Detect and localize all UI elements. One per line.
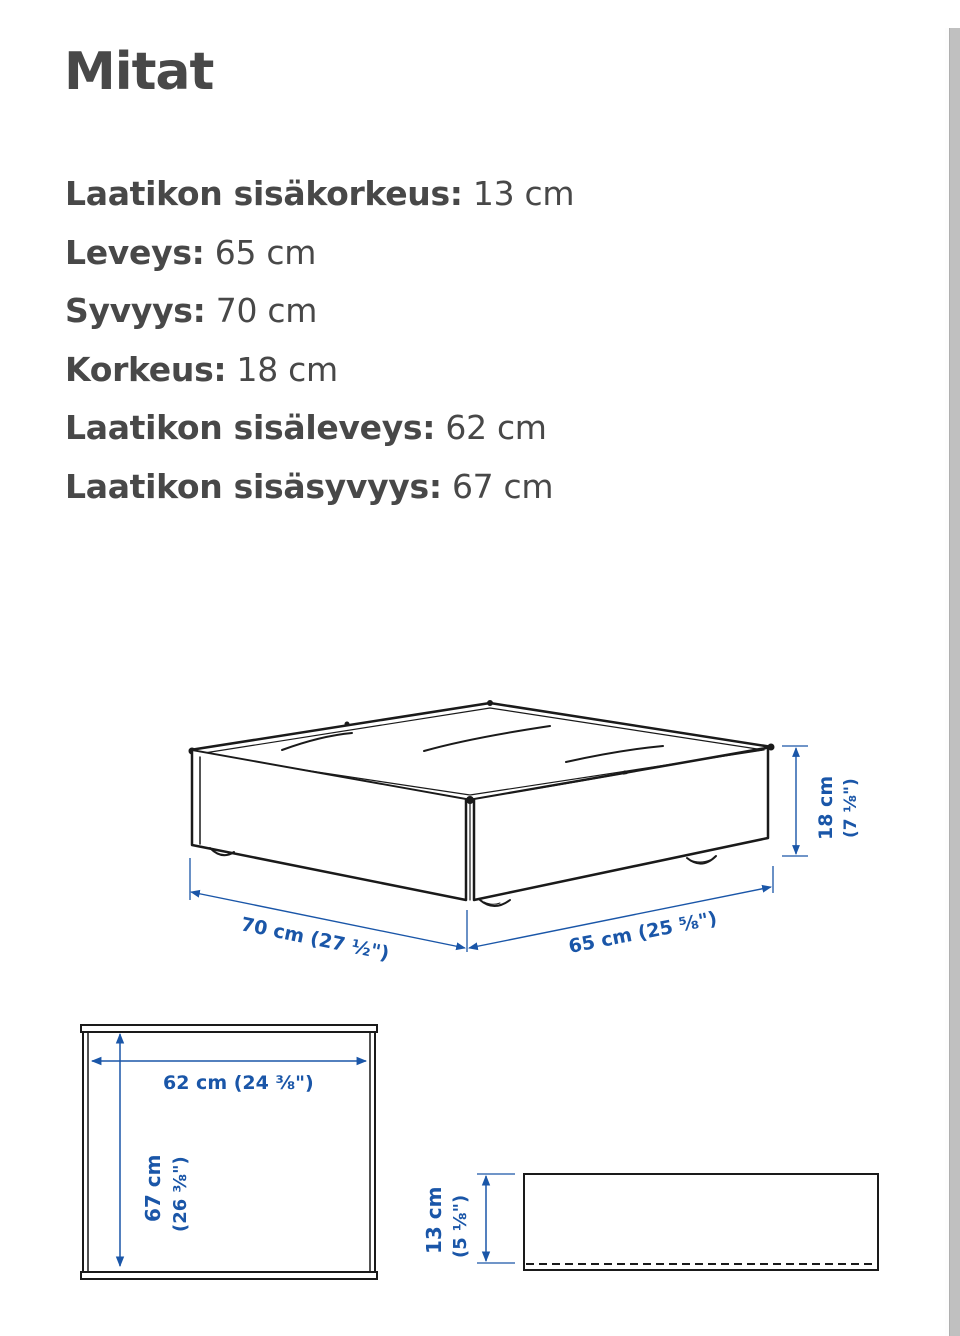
top-view-drawing <box>81 1025 377 1279</box>
spec-label: Laatikon sisäsyvyys: <box>65 466 442 506</box>
side-view-dimensions <box>477 1174 515 1263</box>
width-dimension-label: 65 cm (25 ⅝") <box>566 907 719 958</box>
scrollbar-thumb[interactable] <box>949 28 960 1336</box>
spec-label: Leveys: <box>65 232 205 272</box>
spec-label: Korkeus: <box>65 349 227 389</box>
spec-value: 70 cm <box>215 291 318 331</box>
height-dimension-label-in: (7 ⅛") <box>841 778 861 838</box>
page-title: Mitat <box>64 42 214 102</box>
spec-value: 13 cm <box>472 174 575 213</box>
top-view-dimensions <box>92 1034 366 1266</box>
inner-width-label: 62 cm (24 ⅜") <box>163 1072 314 1094</box>
depth-dimension-label: 70 cm (27 ½") <box>239 913 392 965</box>
spec-value: 62 cm <box>445 408 547 448</box>
inner-height-label-in: (5 ⅛") <box>450 1194 471 1258</box>
inner-depth-label-cm: 67 cm <box>141 1154 165 1222</box>
spec-value: 18 cm <box>236 349 338 389</box>
inner-depth-label-in: (26 ⅜") <box>170 1156 191 1232</box>
spec-label: Laatikon sisäleveys: <box>65 408 436 448</box>
side-view-drawing <box>524 1174 878 1270</box>
spec-label: Syvyys: <box>65 291 206 331</box>
spec-label: Laatikon sisäkorkeus: <box>65 174 463 213</box>
isometric-drawer-drawing <box>189 701 774 907</box>
spec-value: 67 cm <box>451 466 554 506</box>
spec-value: 65 cm <box>214 232 317 272</box>
inner-height-label-cm: 13 cm <box>422 1186 446 1254</box>
height-dimension-label-cm: 18 cm <box>815 775 837 840</box>
